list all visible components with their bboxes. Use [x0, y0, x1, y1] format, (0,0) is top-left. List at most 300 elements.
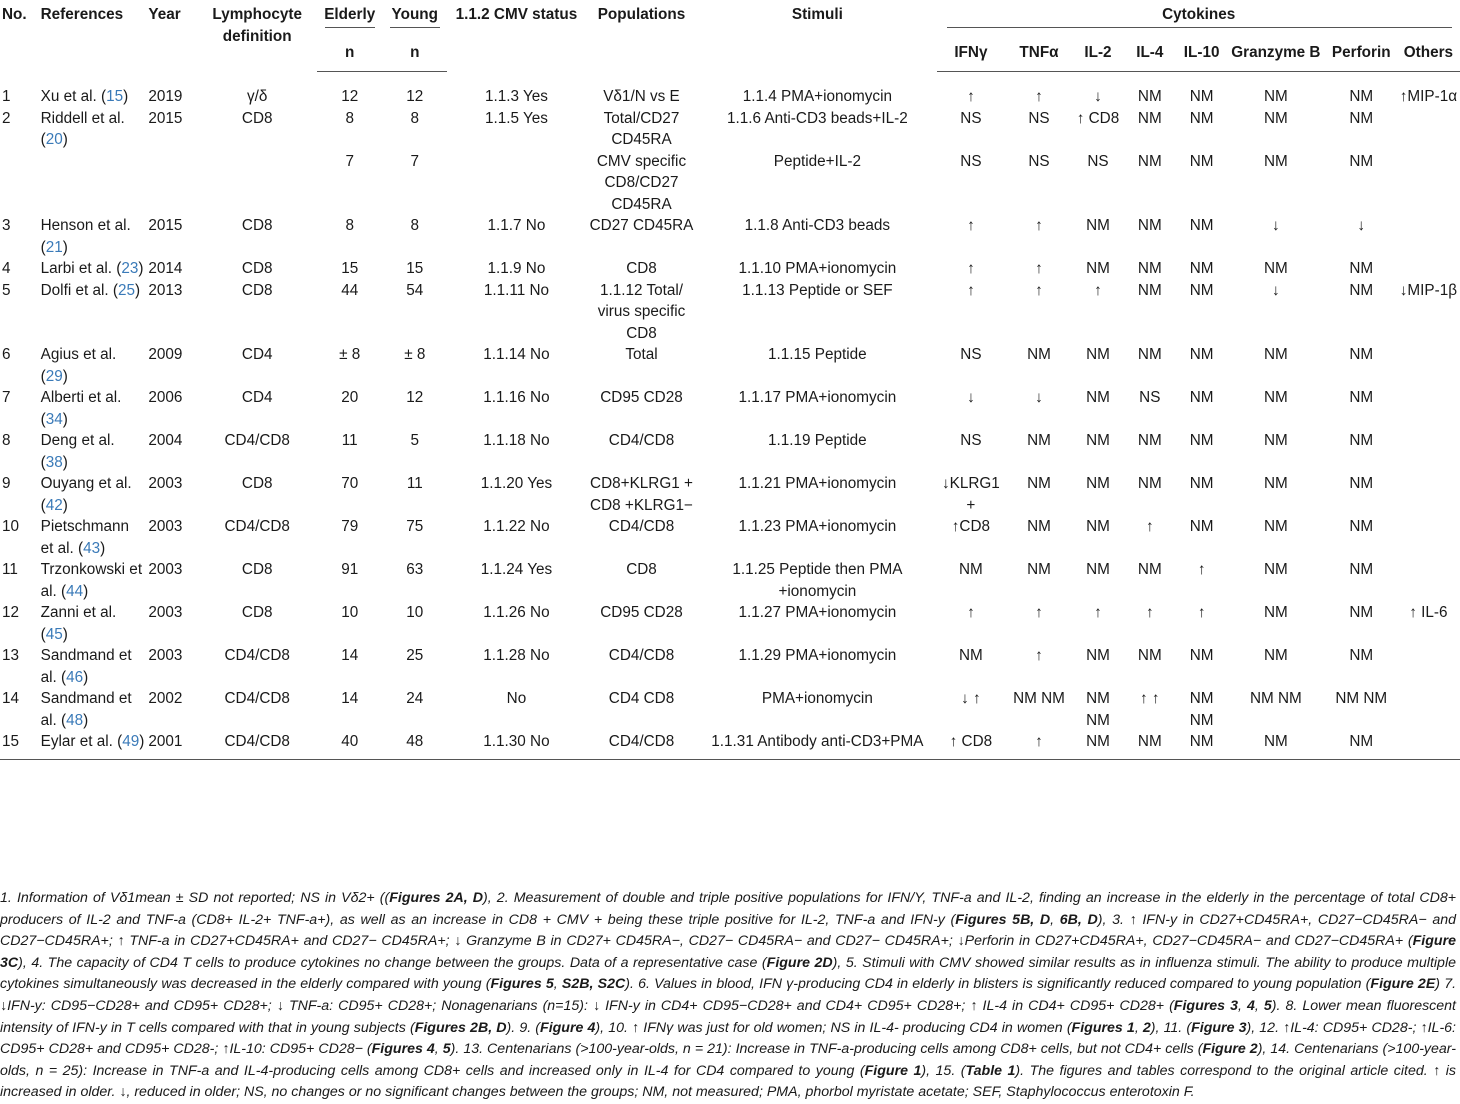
- table-row: [0, 516, 1460, 559]
- cell-reference: Alberti et al. (34): [40, 389, 122, 428]
- col-header-year: Year: [148, 6, 181, 23]
- cell-stimuli: 1.1.29 PMA+ionomycin: [738, 647, 897, 664]
- footnote-text: ), 5. Stimuli with CMV showed similar results as in influenza stimuli. The ability to produce multiple cytokines simultaneously was decreased in the elderly compared with young (: [0, 954, 1456, 993]
- cell-cmv-status: 1.1.14 No: [483, 346, 550, 363]
- cell-granzyme: NM: [1263, 604, 1288, 621]
- cell-ifn: ↑ CD8: [937, 731, 1004, 759]
- cell-granzyme: ↓: [1272, 281, 1280, 299]
- cell-ifn: NM: [958, 561, 983, 578]
- cell-year: 2019: [148, 87, 183, 105]
- cell-il10: ↑: [1197, 604, 1206, 621]
- col-header-cmv-status: 1.1.2 CMV status: [455, 6, 578, 23]
- cell-year: 2001: [146, 731, 197, 759]
- col-header-tnf: TNFα: [1004, 42, 1073, 72]
- cell-elderly-n: 10: [341, 604, 359, 621]
- cell-ifn: ↑CD8: [951, 518, 991, 535]
- cell-granzyme: NM: [1263, 518, 1288, 535]
- table-row: [0, 430, 1460, 473]
- cell-year: 2003: [148, 518, 183, 535]
- cell-population: Total/CD27 CD45RA: [603, 109, 680, 148]
- cell-il4: ↑: [1145, 604, 1154, 621]
- footnote-text: ), 12. ↑IL-4: CD95+ CD28-; ↑IL-6: CD95+ CD28+ and CD95+ CD28-; ↑IL-10: CD95+ CD28− (: [0, 1019, 1456, 1058]
- citation-link[interactable]: 42: [45, 496, 63, 514]
- cell-cmv-status: No: [506, 690, 527, 707]
- cell-elderly-n: 70: [341, 475, 359, 492]
- cell-others: [1397, 516, 1460, 559]
- figure-reference: S2B, S2C: [561, 976, 626, 993]
- cell-ifn: ↑: [967, 281, 975, 299]
- cell-no: 9: [2, 475, 11, 492]
- cell-others: ↓MIP-1β: [1399, 281, 1458, 299]
- cell-elderly-n: 8: [345, 109, 354, 127]
- cell-perforin: NM: [1349, 281, 1374, 299]
- table-row: [0, 108, 1460, 151]
- cell-young-n: 54: [406, 281, 424, 299]
- col-header-references: References: [40, 6, 124, 23]
- footnote-text: ), 3. ↑ IFN-y in CD27+CD45RA+, CD27−CD45RA− and CD27−CD45RA+; ↑ TNF-a in CD27+CD45RA+ and CD27− CD45RA+; ↓ Granzyme B in CD27+ CD45RA−, CD27− CD45RA− and CD27− CD45RA+; ↓Perforin in CD27+CD45RA+, CD27−CD45RA− and CD27−CD45RA+ (: [0, 911, 1457, 950]
- cell-stimuli: 1.1.17 PMA+ionomycin: [738, 389, 897, 406]
- cell-ifn: ↓KLRG1 +: [941, 475, 1000, 514]
- cell-population: CD4 CD8: [608, 690, 675, 707]
- cell-cmv-status: [447, 151, 585, 216]
- cell-tnf: NM: [1027, 346, 1051, 363]
- cell-il2: ↓: [1094, 88, 1102, 105]
- cell-cmv-status: 1.1.16 No: [483, 389, 550, 406]
- cell-population: CD4/CD8: [586, 731, 698, 759]
- cell-granzyme: NM: [1263, 432, 1288, 449]
- cell-young-n: 15: [406, 260, 424, 277]
- footnote-text: ). 9. (: [506, 1019, 541, 1036]
- cell-il4: NM: [1122, 731, 1177, 759]
- citation-link[interactable]: 45: [45, 625, 63, 643]
- cell-elderly-n: 44: [341, 281, 359, 299]
- cell-others: [1397, 151, 1460, 216]
- figure-reference: 4: [1246, 997, 1255, 1014]
- cell-granzyme: NM: [1263, 88, 1288, 105]
- figure-reference: 5: [1263, 997, 1272, 1014]
- cell-cmv-status: 1.1.11 No: [483, 281, 550, 299]
- cell-ifn: ↑: [967, 604, 975, 621]
- cell-no: 12: [2, 604, 20, 621]
- cell-reference: Deng et al. (38): [40, 432, 115, 471]
- cell-il10: ↑: [1197, 561, 1206, 578]
- cell-il4: NM: [1137, 281, 1162, 299]
- figure-reference: Figures 4: [371, 1041, 435, 1058]
- cell-no: 4: [2, 260, 11, 277]
- cell-il2: ↑ CD8: [1076, 109, 1120, 127]
- cell-ifn: NS: [960, 432, 982, 449]
- cell-tnf: NM: [1027, 432, 1051, 449]
- cell-perforin: NM NM: [1335, 690, 1388, 707]
- cell-young-n: ± 8: [404, 346, 426, 363]
- cell-il2: ↑: [1094, 604, 1102, 621]
- citation-link[interactable]: 34: [45, 410, 63, 428]
- cell-cmv-status: 1.1.26 No: [483, 604, 550, 621]
- citation-link[interactable]: 29: [45, 367, 63, 385]
- cell-year: 2015: [148, 217, 183, 234]
- cell-il4: NM: [1137, 346, 1162, 363]
- cell-stimuli: 1.1.15 Peptide: [768, 346, 867, 363]
- cell-population: CD8: [626, 260, 657, 277]
- cell-population: CD4/CD8: [608, 432, 675, 449]
- cell-young-n: 12: [406, 88, 424, 105]
- footnote-text: ). 8. Lower mean fluorescent intensity of IFN-y in T cells compared with that in young subjects (: [0, 997, 1456, 1036]
- cell-tnf: NS: [1028, 109, 1050, 127]
- cell-stimuli: 1.1.13 Peptide or SEF: [742, 281, 893, 299]
- cell-stimuli: 1.1.4 PMA+ionomycin: [742, 87, 892, 105]
- cell-stimuli: PMA+ionomycin: [761, 690, 873, 707]
- col-header-il10: IL-10: [1177, 42, 1226, 72]
- cell-perforin: NM: [1349, 88, 1374, 105]
- cell-year: 2013: [148, 281, 183, 299]
- figure-reference: Figures 2A, D: [389, 890, 484, 906]
- cell-lymphocyte: CD8: [241, 217, 273, 234]
- cell-elderly-n: 20: [341, 389, 359, 406]
- cell-il10: NM: [1189, 281, 1214, 299]
- cell-ifn: NS: [960, 346, 982, 363]
- cell-population: CD95 CD28: [600, 389, 683, 406]
- cell-stimuli: 1.1.23 PMA+ionomycin: [738, 518, 897, 535]
- cell-ifn: NM: [958, 647, 983, 664]
- cell-lymphocyte: CD8: [241, 281, 273, 299]
- cell-il10: NM: [1189, 432, 1214, 449]
- table-row: [0, 645, 1460, 688]
- cell-reference: Sandmand et al. (48): [40, 690, 132, 729]
- cell-elderly-n: 8: [345, 217, 354, 234]
- cell-no: 7: [2, 389, 11, 406]
- citation-link[interactable]: 23: [121, 260, 139, 277]
- table-footnotes: [0, 888, 1456, 1104]
- cell-cmv-status: 1.1.3 Yes: [484, 87, 548, 105]
- cell-il4: NM: [1137, 260, 1162, 277]
- footnote-text: ), 15. (: [921, 1062, 966, 1079]
- cell-perforin: NM: [1349, 389, 1374, 406]
- cell-population: CD95 CD28: [600, 604, 683, 621]
- cell-il10: NM: [1189, 88, 1214, 105]
- cell-no: 15: [0, 731, 39, 759]
- cell-lymphocyte: CD8: [241, 604, 273, 621]
- figure-reference: Figures 5: [490, 976, 554, 993]
- cell-il10: NM: [1189, 647, 1214, 664]
- cell-il4: NM: [1137, 152, 1162, 170]
- cell-il2: NM: [1074, 731, 1123, 759]
- cell-granzyme: NM: [1263, 346, 1288, 363]
- cell-stimuli: 1.1.25 Peptide then PMA +ionomycin: [732, 561, 903, 600]
- cell-cmv-status: 1.1.5 Yes: [484, 109, 548, 127]
- cell-perforin: NM: [1349, 647, 1374, 664]
- cell-granzyme: NM: [1263, 561, 1288, 578]
- figure-reference: Figures 5B, D: [955, 911, 1051, 928]
- figure-reference: Figure 2: [1202, 1041, 1258, 1058]
- cell-young-n: 5: [410, 432, 420, 449]
- cell-lymphocyte: [197, 151, 317, 216]
- cell-elderly-n: 91: [341, 561, 359, 578]
- cell-elderly-n: 15: [341, 260, 359, 277]
- cell-tnf: ↑: [1035, 281, 1043, 299]
- cell-tnf: ↑: [1035, 260, 1043, 277]
- citation-link[interactable]: 46: [66, 668, 84, 686]
- cell-reference: [39, 151, 147, 216]
- cell-population: CD8+KLRG1 + CD8 +KLRG1−: [590, 475, 693, 514]
- cell-cmv-status: 1.1.30 No: [447, 731, 585, 759]
- cell-lymphocyte: CD4: [241, 346, 273, 363]
- cell-il10: NM: [1189, 260, 1214, 277]
- cell-il2: NM: [1086, 518, 1110, 535]
- cell-no: 1: [2, 87, 11, 105]
- col-header-il4: IL-4: [1122, 42, 1177, 72]
- cell-il2: NM: [1086, 432, 1110, 449]
- cell-reference: Riddell et al. (20): [40, 109, 125, 148]
- cell-tnf: ↑: [1004, 731, 1073, 759]
- citation-link[interactable]: 38: [45, 453, 63, 471]
- citation-link[interactable]: 48: [66, 711, 84, 729]
- cell-ifn: ↑: [967, 88, 975, 105]
- cell-il2: NM: [1086, 217, 1110, 234]
- citation-link[interactable]: 44: [66, 582, 84, 600]
- cell-il2: NM: [1086, 260, 1110, 277]
- cell-others: [1397, 108, 1460, 151]
- header-row-1: [0, 4, 1460, 42]
- cell-reference: Henson et al. (21): [40, 217, 131, 256]
- cell-tnf: ↓: [1035, 389, 1043, 406]
- cell-tnf: ↑: [1035, 647, 1043, 664]
- cell-granzyme: NM: [1226, 731, 1326, 759]
- figure-reference: 2: [1142, 1019, 1151, 1036]
- citation-link[interactable]: 49: [122, 733, 140, 750]
- figure-reference: 6B, D: [1059, 911, 1098, 928]
- cell-lymphocyte: CD8: [241, 109, 273, 127]
- cell-year: 2002: [148, 690, 183, 707]
- cell-tnf: ↑: [1035, 217, 1043, 234]
- cell-others: [1397, 258, 1460, 280]
- cell-no: 14: [2, 690, 20, 707]
- table-row: [0, 258, 1460, 280]
- cytokine-studies-table: [0, 4, 1460, 760]
- cell-no: [0, 151, 39, 216]
- cell-stimuli: 1.1.19 Peptide: [768, 432, 867, 449]
- cell-tnf: ↑: [1035, 604, 1043, 621]
- cell-il4: ↑ ↑: [1140, 690, 1160, 707]
- cell-il4: NM: [1137, 475, 1162, 492]
- cell-perforin: NM: [1349, 260, 1374, 277]
- cell-il10: NM: [1189, 217, 1214, 234]
- cell-young-n: 11: [406, 475, 423, 492]
- cell-il10: NM NM: [1189, 690, 1214, 729]
- cell-tnf: NS: [1028, 152, 1050, 170]
- cell-stimuli: 1.1.6 Anti-CD3 beads+IL-2: [727, 109, 908, 127]
- table-row: [0, 731, 1460, 759]
- citation-link[interactable]: 20: [45, 131, 63, 148]
- cell-granzyme: NM: [1263, 389, 1288, 406]
- cell-cmv-status: 1.1.28 No: [483, 647, 550, 664]
- cell-ifn: ↑: [967, 260, 975, 277]
- cell-il4: NM: [1137, 109, 1162, 127]
- cell-il2: NM: [1086, 475, 1110, 492]
- table-row: [0, 344, 1460, 387]
- citation-link[interactable]: 15: [106, 87, 124, 105]
- cell-reference: Eylar et al. (49): [39, 731, 147, 759]
- footnote-text: ), 2. Measurement of double and triple positive populations for IFN/Y, TNF-a and IL-2, finding an increase in the elderly in the percentage of total CD8+ producers of IL-2 and TNF-a (CD8+ IL-2+ TNF-a+), as well as an increase in CD8 + CMV + being these triple positive for IL-2, TNF-a and IFN-y (: [0, 890, 1456, 928]
- cell-young-n: 12: [406, 389, 424, 406]
- cell-population: CMV specific CD8/CD27 CD45RA: [596, 152, 687, 213]
- footnote-text: ,: [1254, 997, 1264, 1014]
- cell-stimuli: 1.1.27 PMA+ionomycin: [738, 604, 897, 621]
- cell-perforin: NM: [1349, 518, 1374, 535]
- cell-reference: Sandmand et al. (46): [40, 647, 132, 686]
- cell-others: [1397, 731, 1460, 759]
- cell-elderly-n: 14: [341, 647, 359, 664]
- cell-others: ↑ IL-6: [1409, 604, 1448, 621]
- cell-lymphocyte: CD8: [241, 475, 273, 492]
- cell-granzyme: NM: [1263, 475, 1288, 492]
- footnote-text: ), 11. (: [1150, 1019, 1192, 1036]
- cell-granzyme: NM: [1263, 260, 1288, 277]
- cell-no: 6: [2, 346, 11, 363]
- cell-year: 2004: [148, 432, 183, 449]
- cell-perforin: NM: [1349, 109, 1374, 127]
- col-header-il2: IL-2: [1074, 42, 1123, 72]
- citation-link[interactable]: 25: [117, 281, 135, 299]
- cell-cmv-status: 1.1.22 No: [483, 518, 550, 535]
- cell-reference: Trzonkowski et al. (44): [40, 561, 143, 600]
- cell-stimuli: Peptide+IL-2: [773, 152, 861, 170]
- cell-ifn: ↓ ↑: [961, 690, 981, 707]
- col-header-others: Others: [1397, 42, 1460, 72]
- cell-il2: NM: [1086, 647, 1110, 664]
- cell-il10: NM: [1177, 731, 1226, 759]
- cell-others: [1397, 645, 1460, 688]
- footnote-text: ), 10. ↑ IFNγ was just for old women; NS in IL-4- producing CD4 in women (: [595, 1019, 1072, 1036]
- cell-tnf: NM: [1027, 561, 1051, 578]
- cell-stimuli: 1.1.8 Anti-CD3 beads: [744, 217, 891, 234]
- footnote-text: ,: [1134, 1019, 1143, 1036]
- cell-il10: NM: [1189, 109, 1214, 127]
- footnote-text: ) 7. ↓IFN-y: CD95−CD28+ and CD95+ CD28+; ↓ TNF-a: CD95+ CD28+; Nonagenarians (n=15): ↓ IFN-y in CD4+ CD95−CD28+ and CD4+ CD95+ CD28+; ↑ IL-4 in CD4+ CD95+ CD28+ (: [0, 976, 1457, 1014]
- cell-perforin: NM: [1349, 604, 1374, 621]
- citation-link[interactable]: 43: [83, 539, 101, 557]
- footnote-text: ), 4. The capacity of CD4 T cells to produce cytokines no change between the groups. Data of a representative case (: [18, 954, 767, 971]
- cell-lymphocyte: CD8: [241, 561, 273, 578]
- cell-il4: NM: [1137, 88, 1162, 105]
- cell-granzyme: NM NM: [1249, 690, 1302, 707]
- table-row: [0, 280, 1460, 345]
- cell-granzyme: ↓: [1272, 217, 1280, 234]
- figure-reference: Figure 1: [864, 1062, 922, 1079]
- cell-lymphocyte: CD4/CD8: [224, 690, 290, 707]
- cell-perforin: NM: [1349, 346, 1374, 363]
- cell-elderly-n: 40: [317, 731, 382, 759]
- cell-perforin: NM: [1349, 152, 1374, 170]
- cell-il2: NM: [1086, 389, 1110, 406]
- cell-il10: NM: [1189, 346, 1214, 363]
- figure-reference: Figures 1: [1071, 1019, 1135, 1036]
- cell-tnf: NM: [1027, 518, 1051, 535]
- cell-cmv-status: 1.1.20 Yes: [480, 475, 553, 492]
- col-header-stimuli: Stimuli: [791, 6, 843, 23]
- figure-reference: Figure 3C: [0, 933, 1456, 971]
- cell-young-n: 8: [410, 217, 420, 234]
- cell-elderly-n: 79: [341, 518, 359, 535]
- cell-no: 11: [2, 561, 18, 578]
- cell-il4: NM: [1137, 561, 1162, 578]
- citation-link[interactable]: 21: [45, 238, 63, 256]
- cell-lymphocyte: CD4: [241, 389, 273, 406]
- cell-granzyme: NM: [1263, 647, 1288, 664]
- cell-stimuli: 1.1.21 PMA+ionomycin: [738, 475, 897, 492]
- cell-year: 2003: [148, 604, 183, 621]
- cell-reference: Dolfi et al. (25): [40, 281, 141, 299]
- figure-reference: 5: [442, 1041, 451, 1058]
- cell-year: 2009: [148, 346, 183, 363]
- cell-year: 2015: [148, 109, 183, 127]
- table-body: [0, 72, 1460, 760]
- cell-stimuli: 1.1.10 PMA+ionomycin: [738, 260, 897, 277]
- cell-il10: NM: [1189, 475, 1214, 492]
- cell-il2: NM: [1086, 561, 1110, 578]
- cell-population: CD4/CD8: [608, 518, 675, 535]
- cell-young-n: 10: [406, 604, 424, 621]
- cell-perforin: NM: [1349, 561, 1374, 578]
- cell-reference: Larbi et al. (23): [40, 260, 144, 277]
- cell-lymphocyte: CD4/CD8: [197, 731, 317, 759]
- cell-population: CD27 CD45RA: [589, 217, 694, 234]
- footnote-text: ,: [553, 976, 562, 993]
- cell-lymphocyte: CD4/CD8: [224, 432, 290, 449]
- cell-population: 1.1.12 Total/ virus specific CD8: [597, 281, 686, 342]
- cell-no: 8: [2, 432, 11, 449]
- cell-others: [1397, 344, 1460, 387]
- cell-perforin: NM: [1349, 432, 1374, 449]
- col-header-lymphocyte: Lymphocyte definition: [212, 6, 302, 45]
- col-header-ifn: IFNγ: [937, 42, 1004, 72]
- col-header-granzyme: Granzyme B: [1226, 42, 1326, 72]
- cell-tnf: NM: [1027, 475, 1051, 492]
- cell-population: Vδ1/N vs E: [603, 87, 680, 105]
- figure-reference: Figure 3: [1191, 1019, 1247, 1036]
- cell-no: 10: [2, 518, 20, 535]
- cell-il2: NS: [1087, 152, 1109, 170]
- col-header-populations: Populations: [597, 6, 686, 23]
- cell-il4: ↑: [1145, 518, 1154, 535]
- cell-lymphocyte: CD8: [241, 260, 273, 277]
- cell-no: 3: [2, 217, 11, 234]
- cell-granzyme: NM: [1263, 152, 1288, 170]
- cell-others: [1397, 559, 1460, 602]
- cell-il10: NM: [1189, 152, 1214, 170]
- cell-no: 13: [2, 647, 20, 664]
- cell-young-n: 8: [410, 109, 420, 127]
- cell-young-n: 25: [406, 647, 424, 664]
- cell-il4: NM: [1137, 217, 1162, 234]
- footnote-text: ), 14. Centenarians (>100-year-olds, n = 25): Increase in TNF-a and IL-4-producing cells among CD8+ cells and increased only in IL-4 for CD4 compared to young (: [0, 1041, 1457, 1079]
- cell-others: [1397, 387, 1460, 430]
- cell-cmv-status: 1.1.18 No: [483, 432, 550, 449]
- cell-reference: Agius et al. (29): [40, 346, 117, 385]
- cell-il4: NS: [1139, 389, 1161, 406]
- cell-perforin: ↓: [1357, 217, 1366, 234]
- cell-reference: Ouyang et al. (42): [40, 475, 132, 514]
- cell-reference: Pietschmann et al. (43): [40, 518, 130, 557]
- cell-cmv-status: 1.1.7 No: [487, 217, 546, 234]
- cell-lymphocyte: CD4/CD8: [224, 518, 290, 535]
- cell-perforin: NM: [1326, 731, 1397, 759]
- cell-young-n: 63: [406, 561, 424, 578]
- cell-ifn: ↓: [967, 389, 975, 406]
- cell-population: Total: [625, 346, 658, 363]
- cell-lymphocyte: CD4/CD8: [224, 647, 290, 664]
- cell-lymphocyte: γ/δ: [246, 87, 268, 105]
- cell-year: 2003: [148, 475, 183, 492]
